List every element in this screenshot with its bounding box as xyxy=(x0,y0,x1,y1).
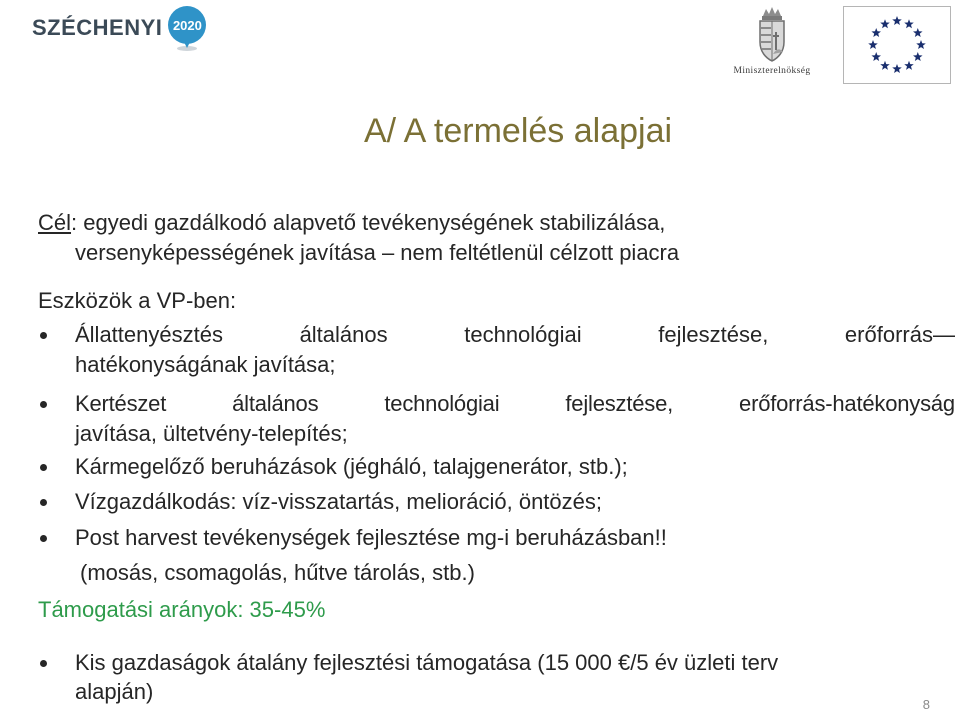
slide-title: A/ A termelés alapjai xyxy=(363,112,673,150)
bullet-dot xyxy=(40,401,47,408)
eu-star-icon xyxy=(880,61,890,70)
eu-star-icon xyxy=(904,61,914,70)
eu-star-icon xyxy=(868,40,878,49)
bullet-5-line-1: Post harvest tevékenységek fejlesztése mg-i beruházásban!! xyxy=(75,525,667,550)
final-bullet-line-1: Kis gazdaságok átalány fejlesztési támogatása (15 000 €/5 év üzleti terv xyxy=(75,650,779,675)
bullet-1-word: technológiai xyxy=(464,322,582,347)
bullet-1-line-2: hatékonyságának javítása; xyxy=(75,352,336,377)
hungarian-coat-of-arms-icon xyxy=(752,6,792,64)
support-rates: Támogatási arányok: 35-45% xyxy=(38,597,326,622)
eu-star-icon xyxy=(913,28,923,37)
szechenyi-logo-badge: 2020 xyxy=(168,6,206,44)
eu-star-icon xyxy=(892,64,902,73)
bullet-2-word: fejlesztése, xyxy=(565,391,674,416)
eu-star-icon xyxy=(871,28,881,37)
eu-star-icon xyxy=(904,19,914,28)
ministry-label: Miniszterelnökség xyxy=(733,66,811,76)
eu-stars-flag-icon xyxy=(843,6,951,84)
bullet-2-word: Kertészet xyxy=(75,391,167,416)
bullet-2-word: általános xyxy=(232,391,319,416)
bullet-2-word: erőforrás-hatékonyság xyxy=(739,391,955,416)
eu-star-icon xyxy=(916,40,926,49)
bullet-5-line-2: (mosás, csomagolás, hűtve tárolás, stb.) xyxy=(80,560,475,585)
bullet-dot xyxy=(40,535,47,542)
bullet-2-line-1 xyxy=(75,390,955,418)
bullet-1-word: fejlesztése, xyxy=(658,322,769,347)
bullet-dot xyxy=(40,464,47,471)
goal-line-2: versenyképességének javítása – nem feltétlenül célzott piacra xyxy=(75,240,680,265)
page-number: 8 xyxy=(922,697,930,712)
final-bullet-line-2: alapján) xyxy=(75,679,154,704)
eu-star-icon xyxy=(880,19,890,28)
bullet-dot xyxy=(40,499,47,506)
eu-star-icon xyxy=(871,52,881,61)
bullet-2-word: technológiai xyxy=(384,391,500,416)
bullet-dot xyxy=(40,660,47,667)
eu-star-icon xyxy=(892,16,902,25)
bullet-3-line-1: Kármegelőző beruházások (jégháló, talajgenerátor, stb.); xyxy=(75,454,628,479)
ministry-logo xyxy=(716,6,828,84)
goal-line-1 xyxy=(38,209,665,237)
goal-text-1: : egyedi gazdálkodó alapvető tevékenységének stabilizálása, xyxy=(71,210,666,235)
goal-label: Cél xyxy=(38,210,72,235)
bullet-2-line-2: javítása, ültetvény-telepítés; xyxy=(75,421,348,446)
bullet-1-word: Állattenyésztés xyxy=(75,322,223,347)
bullet-4-line-1: Vízgazdálkodás: víz-visszatartás, melioráció, öntözés; xyxy=(75,489,603,514)
bullet-1-word: általános xyxy=(299,322,388,347)
tools-heading: Eszközök a VP-ben: xyxy=(38,288,237,313)
bullet-1-word: erőforrás— xyxy=(844,322,955,347)
eu-star-icon xyxy=(913,52,923,61)
szechenyi-2020-logo xyxy=(32,8,210,48)
bullet-dot xyxy=(40,332,47,339)
szechenyi-pin-icon xyxy=(166,6,210,50)
szechenyi-logo-word: SZÉCHENYI xyxy=(32,15,163,40)
bullet-1-line-1 xyxy=(75,321,955,349)
